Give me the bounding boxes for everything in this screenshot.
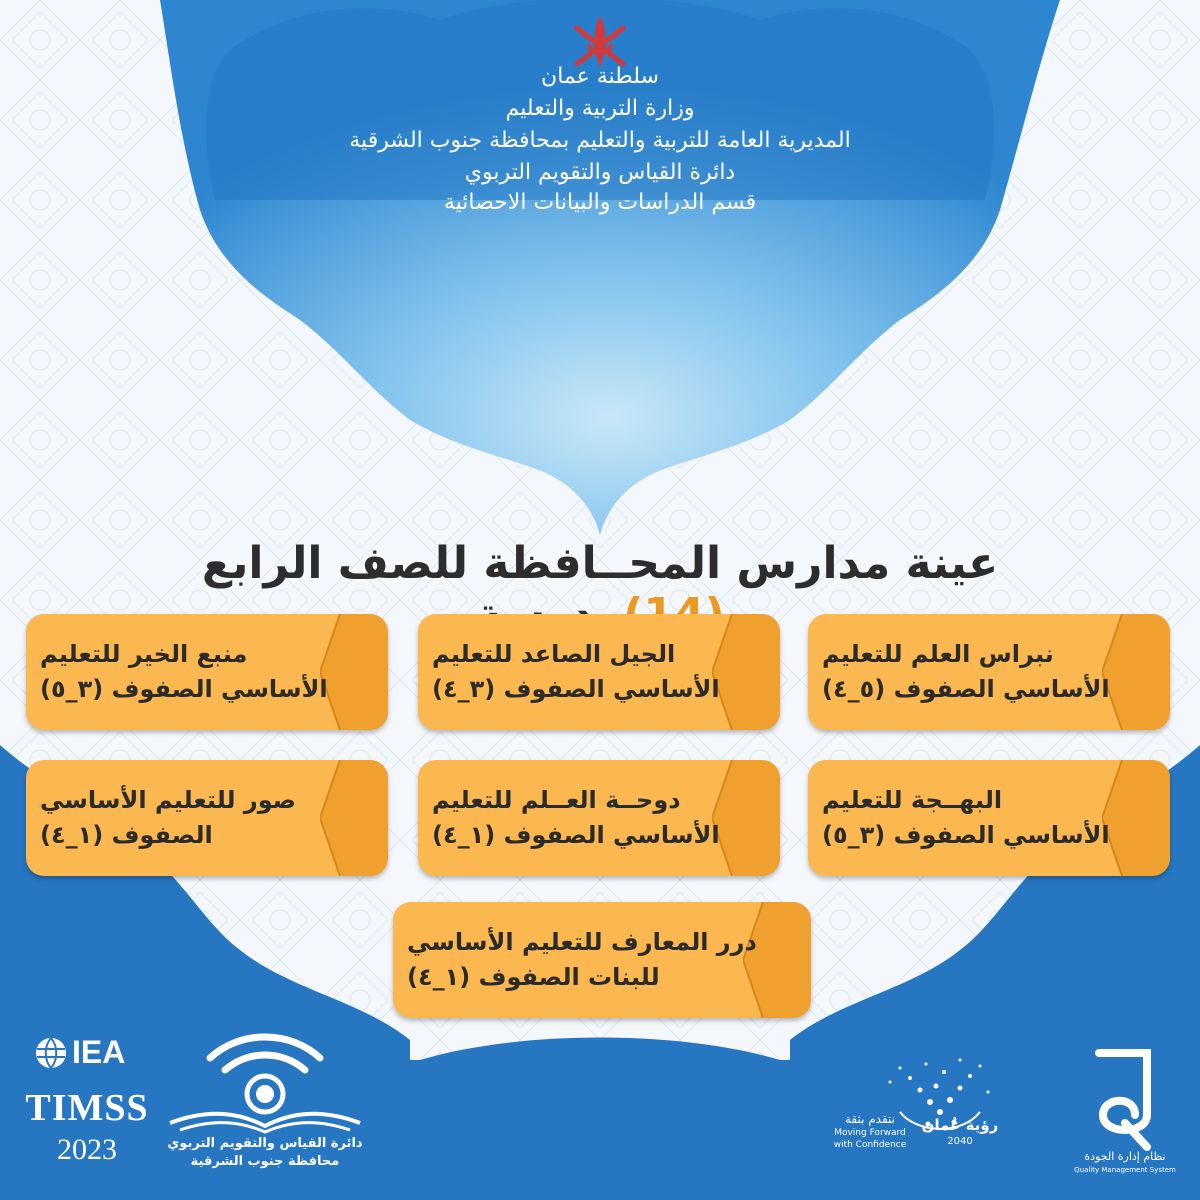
- school-name: نبراس العلم للتعليم: [822, 640, 1054, 668]
- school-card: [808, 760, 1170, 876]
- qms-ar-text: نظام إدارة الجودة: [1084, 1150, 1166, 1163]
- school-grades: الأساسي الصفوف (٣_٥): [822, 821, 1110, 849]
- school-card: [26, 760, 388, 876]
- school-grades: الأساسي الصفوف (٥_٤): [822, 675, 1110, 703]
- header-line-section: قسم الدراسات والبيانات الاحصائية: [443, 190, 757, 215]
- school-card: [393, 902, 811, 1018]
- qms-logo-icon: [1085, 1045, 1165, 1155]
- school-card: [26, 614, 388, 730]
- school-card: [418, 614, 780, 730]
- school-grades: الأساسي الصفوف (١_٤): [432, 821, 720, 849]
- arrow-tab-icon: [320, 614, 388, 730]
- title-prefix: عينة مدارس المحــافظة للصف الرابع: [201, 538, 999, 589]
- dept-logo-line1: دائرة القياس والتقويم التربوي: [167, 1136, 363, 1151]
- qms-en-text: Quality Management System: [1074, 1166, 1176, 1174]
- iea-logo-text: IEA: [72, 1034, 126, 1070]
- school-card: [808, 614, 1170, 730]
- school-name: صور للتعليم الأساسي: [40, 786, 296, 814]
- vision-year: 2040: [947, 1136, 973, 1147]
- school-grades: الأساسي الصفوف (٣_٥): [40, 675, 328, 703]
- school-name: منبع الخير للتعليم: [40, 640, 248, 668]
- book-globe-logo-icon: [160, 1028, 370, 1138]
- school-grades: الأساسي الصفوف (٣_٤): [432, 675, 720, 703]
- school-name: درر المعارف للتعليم الأساسي: [407, 928, 757, 956]
- school-name: دوحــة العــلم للتعليم: [432, 786, 681, 814]
- arrow-tab-icon: [712, 614, 780, 730]
- header-line-ministry: وزارة التربية والتعليم: [505, 96, 695, 121]
- vision-tagline-en2: with Confidence: [833, 1140, 907, 1150]
- arrow-tab-icon: [712, 760, 780, 876]
- timss-year: 2023: [57, 1133, 117, 1166]
- header-line-country: سلطنة عمان: [541, 64, 659, 89]
- dept-logo-line2: محافظة جنوب الشرقية: [190, 1154, 340, 1169]
- school-grades: للبنات الصفوف (١_٤): [407, 963, 660, 991]
- school-name: الجيل الصاعد للتعليم: [432, 640, 676, 668]
- globe-icon: [34, 1036, 68, 1070]
- school-name: البهــجة للتعليم: [822, 786, 1003, 814]
- arrow-tab-icon: [320, 760, 388, 876]
- arrow-tab-icon: [1102, 614, 1170, 730]
- timss-logo-text: TIMSS: [25, 1087, 149, 1129]
- vision-ar-text: رؤية عُمان: [921, 1116, 999, 1134]
- school-card: [418, 760, 780, 876]
- vision-tagline-en1: Moving Forward: [834, 1128, 906, 1138]
- arrow-tab-icon: [1102, 760, 1170, 876]
- vision-tagline-ar: نتقدم بثقة: [844, 1112, 896, 1126]
- header-line-directorate: المديرية العامة للتربية والتعليم بمحافظة جنوب الشرقية: [349, 128, 851, 153]
- arrow-tab-icon: [743, 902, 811, 1018]
- header-line-department: دائرة القياس والتقويم التربوي: [464, 160, 736, 185]
- school-grades: الصفوف (١_٤): [40, 821, 213, 849]
